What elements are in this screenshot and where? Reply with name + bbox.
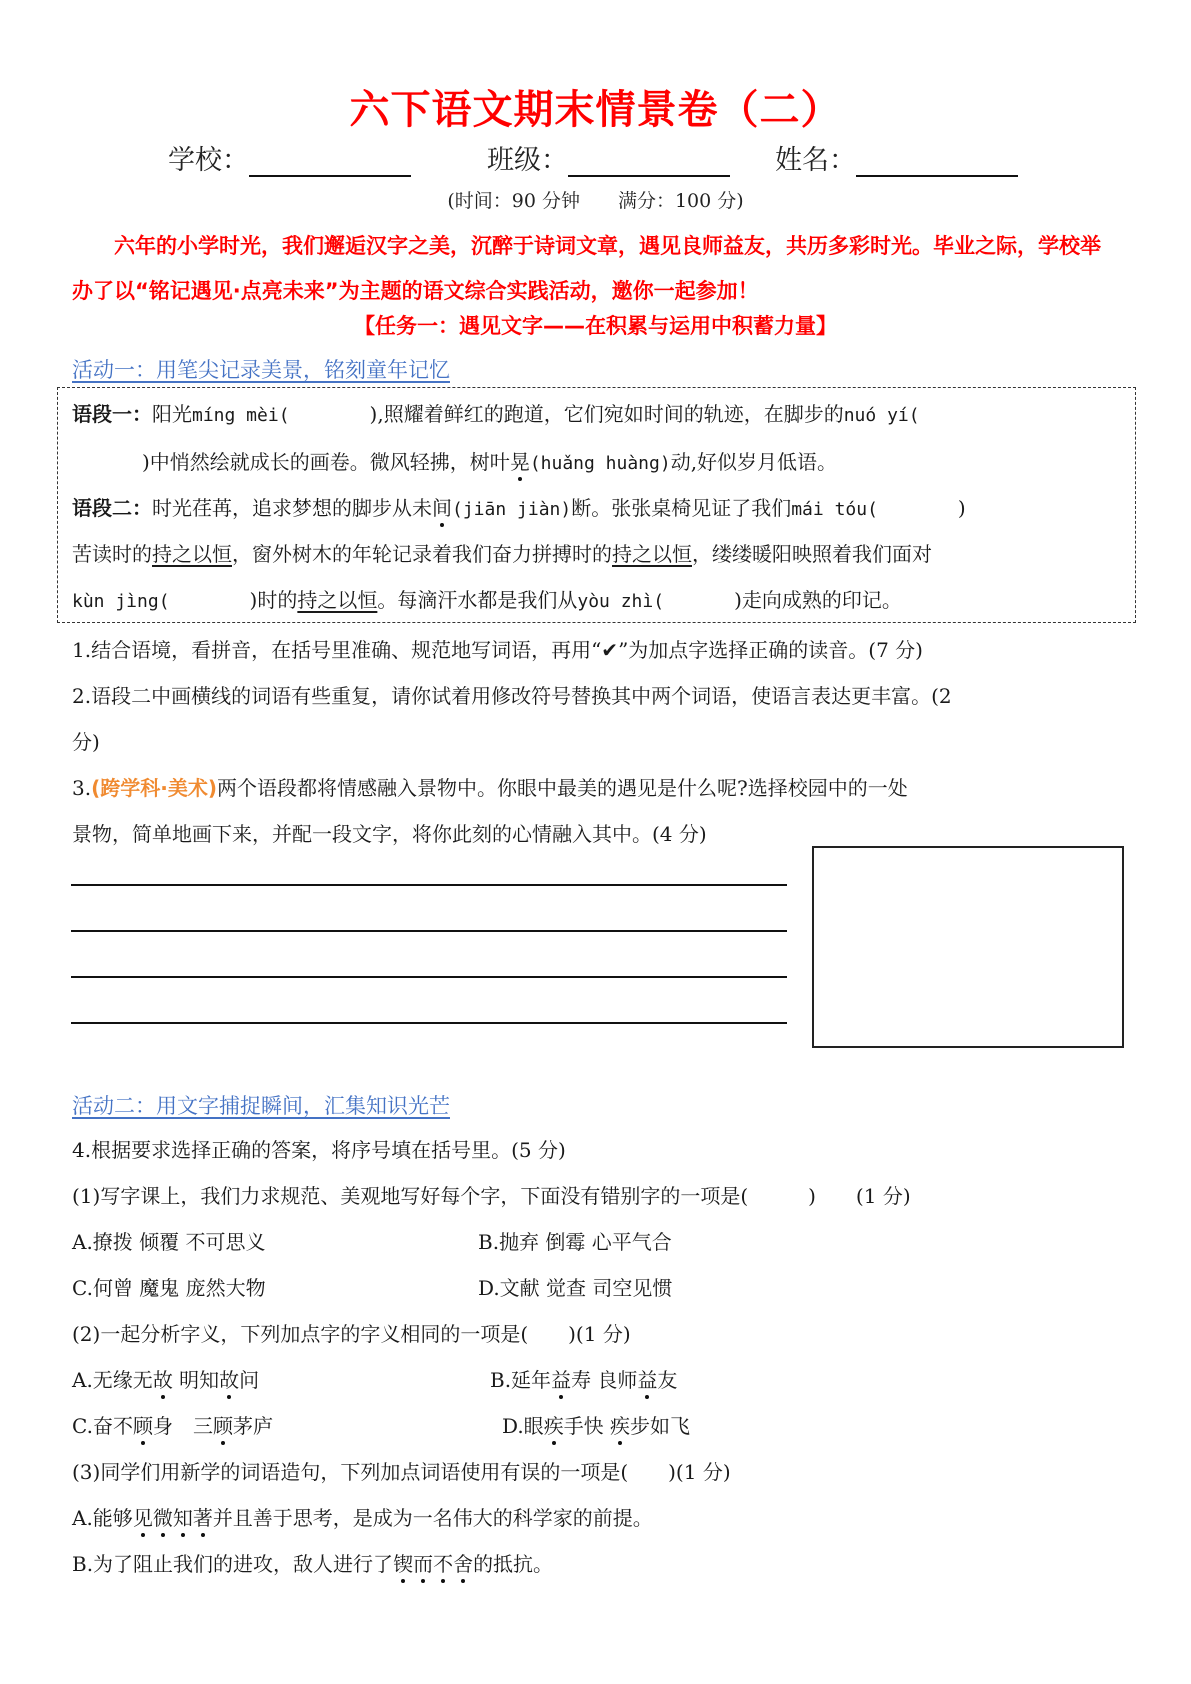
q4-3-option-b[interactable] [72, 1548, 553, 1577]
dotted-char: 顾 [213, 1410, 233, 1439]
question-4-stem: 4.根据要求选择正确的答案，将序号填在括号里。(5 分) [72, 1138, 566, 1162]
q4-1-option-d[interactable]: D.文献 觉查 司空见惯 [478, 1276, 673, 1300]
dotted-char: 舍 [453, 1548, 473, 1577]
dotted-char: 锲 [393, 1548, 413, 1577]
text: ，窗外树木的年轮记录着我们奋力拼搏时的 [232, 542, 612, 566]
text: 时光荏苒，追求梦想的脚步从未 [152, 496, 432, 520]
text: 两个语段都将情感融入景物中。你眼中最美的遇见是什么呢?选择校园中的一处 [216, 776, 908, 800]
dotted-char: 故 [153, 1364, 173, 1393]
dotted-char: 不 [433, 1548, 453, 1577]
name-label: 姓名： [775, 145, 856, 176]
dotted-char: 疾 [610, 1410, 630, 1439]
dotted-char: 益 [637, 1364, 657, 1393]
text: )中悄然绘就成长的画卷。微风轻拂，树叶 [142, 450, 510, 474]
cross-subject-tag: (跨学科·美术) [91, 776, 217, 800]
text: 的抵抗。 [473, 1552, 554, 1576]
school-label: 学校： [168, 145, 249, 176]
pinyin-choice[interactable]: (huǎng huàng) [529, 453, 671, 474]
intro-paragraph: 六年的小学时光，我们邂逅汉字之美，沉醉于诗词文章，遇见良师益友，共历多彩时光。毕业之际，学校举办了以“铭记遇见·点亮未来”为主题的语文综合实践活动，邀你一起参加！ [72, 234, 1101, 303]
passage-two-label: 语段二： [72, 496, 152, 520]
dotted-char: 益 [551, 1364, 571, 1393]
drawing-box[interactable] [812, 846, 1124, 1048]
text: A.能够 [72, 1506, 133, 1530]
pinyin-choice[interactable]: (jiān jiàn) [452, 499, 572, 520]
passage-one-label: 语段一： [72, 402, 152, 426]
underlined-phrase: 持之以恒 [297, 588, 378, 612]
text: A.无缘无 [72, 1368, 153, 1392]
school-blank[interactable] [249, 147, 411, 177]
activity-one-heading: 活动一：用笔尖记录美景，铭刻童年记忆 [72, 358, 450, 382]
text: B.为了阻止我们的进攻，敌人进行了 [72, 1552, 394, 1576]
pinyin: míng mèi( [192, 405, 290, 426]
text: 动,好似岁月低语。 [670, 450, 838, 474]
pinyin: yòu zhì( [577, 591, 665, 612]
text: ，缕缕暖阳映照着我们面对 [692, 542, 932, 566]
text: 茅庐 [232, 1414, 273, 1438]
dotted-char: 著 [193, 1502, 213, 1531]
text: C.奋不 [72, 1414, 133, 1438]
passage-one-line-1 [72, 398, 920, 427]
question-3-line-1 [72, 772, 908, 801]
text: 友 [657, 1368, 678, 1392]
q4-3-stem: (3)同学们用新学的词语造句，下列加点词语使用有误的一项是( )(1 分) [72, 1460, 731, 1484]
pinyin: nuó yí( [843, 405, 920, 426]
q4-1-option-c[interactable]: C.何曾 魔鬼 庞然大物 [72, 1276, 266, 1300]
text: 身 三 [152, 1414, 213, 1438]
class-label: 班级： [487, 145, 568, 176]
writing-line-1[interactable] [71, 884, 787, 886]
text: 。每滴汗水都是我们从 [377, 588, 578, 612]
passage-two-line-1 [72, 492, 966, 521]
pinyin: mái tóu( [791, 499, 878, 520]
class-blank[interactable] [568, 147, 730, 177]
writing-line-3[interactable] [71, 976, 787, 978]
text: ) [957, 496, 966, 520]
dotted-char: 而 [413, 1548, 433, 1577]
school-field [168, 138, 411, 177]
text: 寿 良师 [571, 1368, 638, 1392]
q4-2-option-b[interactable] [490, 1364, 677, 1393]
text: 步如飞 [630, 1414, 691, 1438]
dotted-char: 顾 [133, 1410, 153, 1439]
question-1: 1.结合语境，看拼音，在括号里准确、规范地写词语，再用“✔”为加点字选择正确的读音。(7 分) [72, 638, 923, 662]
task-one-heading: 【任务一：遇见文字——在积累与运用中积蓄力量】 [354, 314, 837, 338]
writing-line-4[interactable] [71, 1022, 787, 1024]
text: ),照耀着鲜红的跑道，它们宛如时间的轨迹，在脚步的 [289, 402, 844, 426]
text: 阳光 [152, 402, 192, 426]
question-2-line-1: 2.语段二中画横线的词语有些重复，请你试着用修改符号替换其中两个词语，使语言表达更丰富。(2 [72, 684, 952, 708]
q4-2-stem: (2)一起分析字义，下列加点字的字义相同的一项是( )(1 分) [72, 1322, 631, 1346]
passage-two-line-2 [72, 538, 932, 567]
text: )时的 [249, 588, 298, 612]
writing-line-2[interactable] [71, 930, 787, 932]
q4-3-option-a[interactable] [72, 1502, 653, 1531]
text: )走向成熟的印记。 [734, 588, 902, 612]
text: D.眼 [502, 1414, 544, 1438]
page-title: 六下语文期末情景卷（二） [349, 87, 842, 133]
passage-one-line-2 [142, 446, 837, 475]
name-field [775, 138, 1018, 177]
dotted-char: 见 [133, 1502, 153, 1531]
pinyin: kùn jìng( [72, 591, 170, 612]
dotted-char: 微 [153, 1502, 173, 1531]
dotted-char: 故 [219, 1364, 239, 1393]
dotted-char: 疾 [544, 1410, 564, 1439]
text: B.延年 [490, 1368, 552, 1392]
text: 明知 [172, 1368, 220, 1392]
passage-two-line-3 [72, 584, 902, 613]
text: 手快 [563, 1414, 611, 1438]
dotted-char: 晃 [510, 446, 530, 475]
underlined-phrase: 持之以恒 [612, 542, 692, 566]
name-blank[interactable] [856, 147, 1018, 177]
question-2-line-2: 分) [72, 730, 100, 754]
underlined-phrase: 持之以恒 [152, 542, 232, 566]
q4-2-option-a[interactable] [72, 1364, 259, 1393]
text: 问 [239, 1368, 260, 1392]
q4-2-option-c[interactable] [72, 1410, 273, 1439]
question-3-line-2: 景物，简单地画下来，并配一段文字，将你此刻的心情融入其中。(4 分) [72, 822, 707, 846]
q4-1-stem: (1)写字课上，我们力求规范、美观地写好每个字，下面没有错别字的一项是( ) (1 分) [72, 1184, 911, 1208]
q4-2-option-d[interactable] [502, 1410, 690, 1439]
dotted-char: 间 [432, 492, 452, 521]
dotted-char: 知 [173, 1502, 193, 1531]
q4-1-option-b[interactable]: B.抛弃 倒霉 心平气合 [478, 1230, 672, 1254]
text: 并且善于思考，是成为一名伟大的科学家的前提。 [212, 1506, 653, 1530]
activity-two-heading: 活动二：用文字捕捉瞬间，汇集知识光芒 [72, 1094, 450, 1118]
class-field [487, 138, 730, 177]
question-number: 3. [72, 776, 92, 800]
text: 苦读时的 [72, 542, 152, 566]
text: 断。张张桌椅见证了我们 [571, 496, 792, 520]
q4-1-option-a[interactable]: A.撩拨 倾覆 不可思义 [72, 1230, 266, 1254]
exam-meta: (时间：90 分钟 满分：100 分) [447, 190, 744, 212]
